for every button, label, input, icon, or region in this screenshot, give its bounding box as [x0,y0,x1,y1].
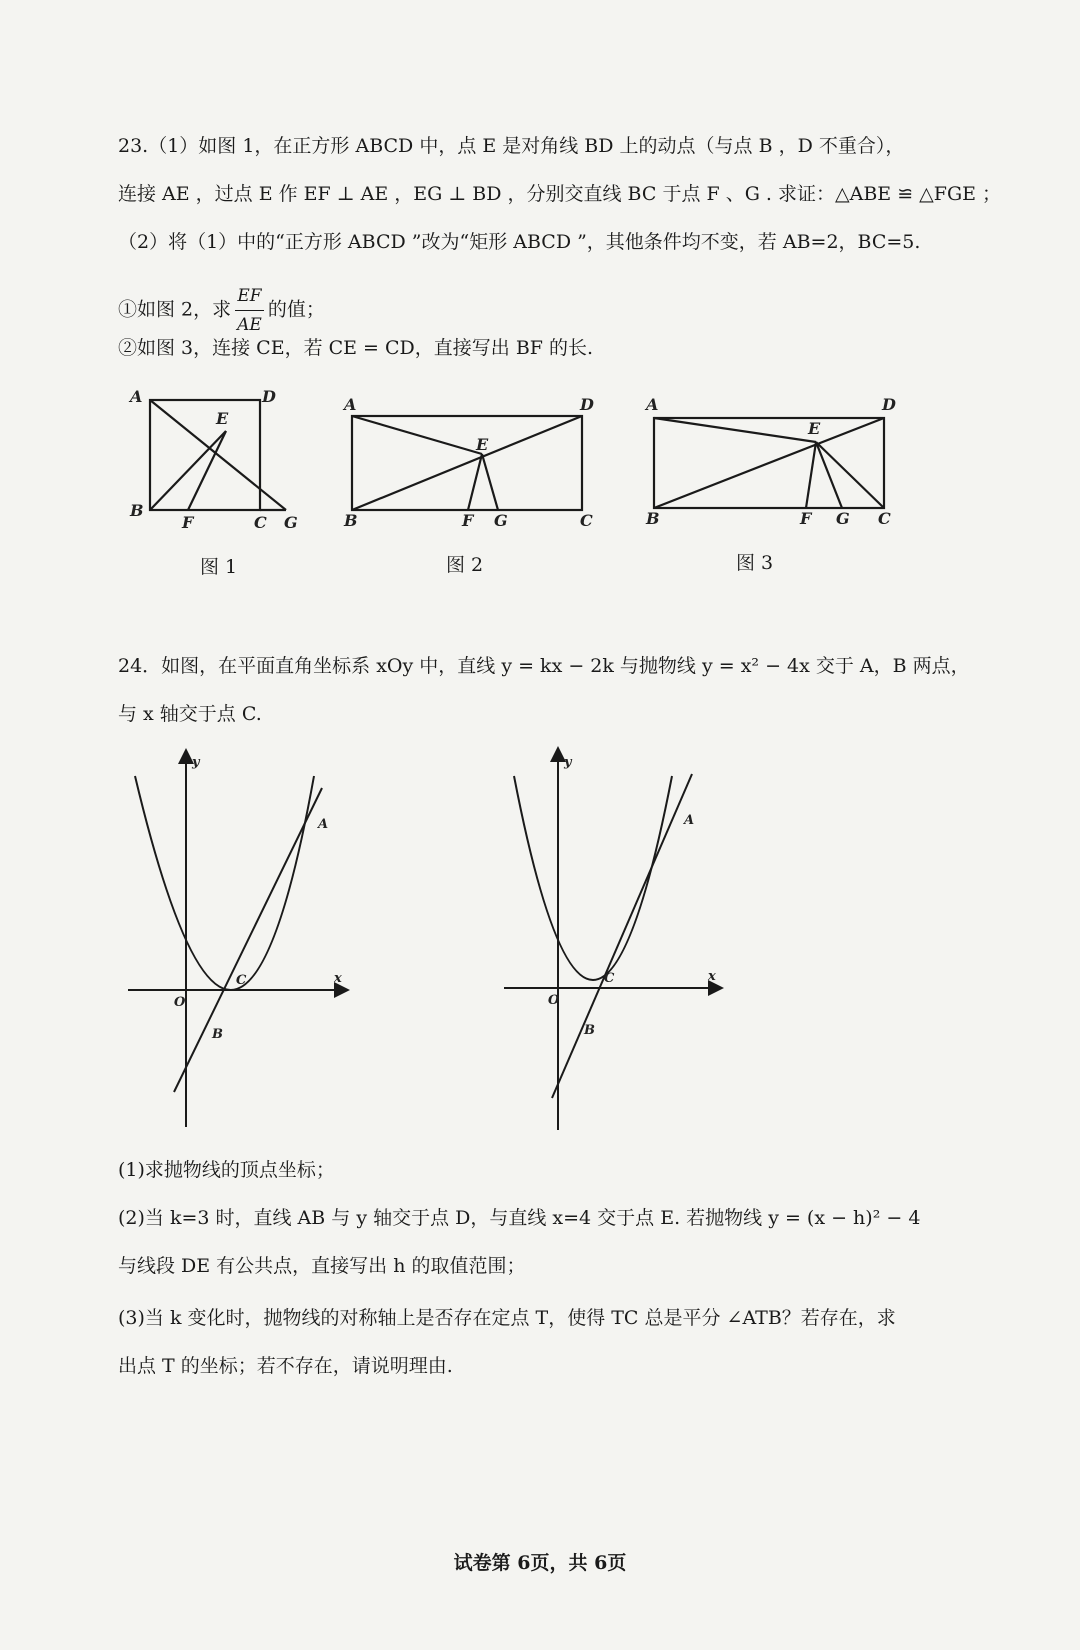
q24-line-2: 与 x 轴交于点 C. [118,703,262,725]
fig1-caption: 图 1 [200,556,238,578]
graph1-label-c: C [236,973,247,988]
fig3-line-bd [654,418,884,508]
q23-line-2: 连接 AE ，过点 E 作 EF ⊥ AE ，EG ⊥ BD ，分别交直线 BC 于点 F 、G . 求证：△ABE ≌ △FGE ； [118,183,1002,205]
fig3-label-g: G [836,509,850,528]
graph2-label-b: B [584,1023,595,1038]
graph1-label-a: A [318,817,329,832]
graph1-label-o: O [174,995,186,1010]
graph-2 [498,748,728,1138]
fig2-label-b: B [344,511,358,530]
fig1-line-be [150,431,226,510]
fraction-ef-over-ae [235,282,264,339]
fig2-label-g: G [494,511,508,530]
graph1-line [174,788,322,1092]
graph2-line [552,774,695,1098]
fig3-label-e: E [808,419,821,438]
fraction-denominator: AE [237,315,262,335]
figure-2 [340,395,600,530]
graph2-label-o: O [548,993,560,1008]
graph2-label-y: y [564,755,572,770]
q24-sub-3b: 出点 T 的坐标；若不存在，请说明理由. [118,1355,453,1377]
q23-line-1: 23.（1）如图 1，在正方形 ABCD 中，点 E 是对角线 BD 上的动点（与点 B ，D 不重合）， [118,135,905,157]
graph2-parabola [514,776,672,980]
fig2-caption: 图 2 [446,554,484,576]
fig1-label-a: A [130,387,143,406]
fig3-line-eg [816,442,842,508]
graph2-label-a: A [684,813,695,828]
fig2-label-c: C [580,511,593,530]
fig1-line-ef [188,431,226,510]
q23-line-4-suffix: 的值； [267,298,325,321]
fig3-label-d: D [882,395,896,414]
graph-1 [120,752,350,1142]
fig1-label-b: B [130,501,144,520]
page-footer: 试卷第 6页，共 6页 [453,1552,627,1574]
graph1-parabola [135,776,314,990]
graph2-label-c: C [604,971,615,986]
graph1-label-x: x [334,971,342,986]
q23-line-4 [118,282,325,339]
fig2-label-d: D [580,395,594,414]
q24-sub-2a: (2)当 k=3 时，直线 AB 与 y 轴交于点 D，与直线 x=4 交于点 E. 若抛物线 y = (x − h)² − 4 [118,1207,921,1229]
fig2-line-bd [352,416,582,510]
fig2-line-eg [482,454,498,510]
fraction-numerator: EF [235,282,264,311]
figure-3 [640,396,900,526]
graph1-label-y: y [192,755,200,770]
q23-line-4-prefix: ①如图 2，求 [118,298,232,321]
fig3-line-ec [816,442,884,508]
fig2-label-e: E [476,435,489,454]
fig1-label-f: F [182,513,194,532]
graph1-label-b: B [212,1027,223,1042]
graph2-label-x: x [708,969,716,984]
fig2-label-a: A [344,395,357,414]
fig3-label-b: B [646,509,660,528]
fig1-label-d: D [262,387,276,406]
q24-sub-3a: (3)当 k 变化时，抛物线的对称轴上是否存在定点 T，使得 TC 总是平分 ∠ATB？若存在，求 [118,1307,896,1329]
fig2-line-ae [352,416,482,454]
q24-sub-2b: 与线段 DE 有公共点，直接写出 h 的取值范围； [118,1255,526,1277]
fig3-line-ae [654,418,816,442]
figure-1 [128,387,318,532]
q24-sub-1: (1)求抛物线的顶点坐标； [118,1159,335,1181]
fig3-label-a: A [646,395,659,414]
fig3-caption: 图 3 [736,552,774,574]
fig1-label-e: E [216,409,229,428]
fig3-label-c: C [878,509,891,528]
q23-line-3: （2）将（1）中的“正方形 ABCD ”改为“矩形 ABCD ”，其他条件均不变，若 AB=2，BC=5. [118,231,921,253]
fig1-label-g: G [284,513,298,532]
fig3-line-ef [806,442,816,508]
fig3-label-f: F [800,509,812,528]
fig1-label-c: C [254,513,267,532]
q24-line-1: 24．如图，在平面直角坐标系 xOy 中，直线 y = kx − 2k 与抛物线 y = x² − 4x 交于 A，B 两点， [118,655,970,677]
q23-line-5: ②如图 3，连接 CE，若 CE = CD，直接写出 BF 的长. [118,337,594,359]
fig2-label-f: F [462,511,474,530]
